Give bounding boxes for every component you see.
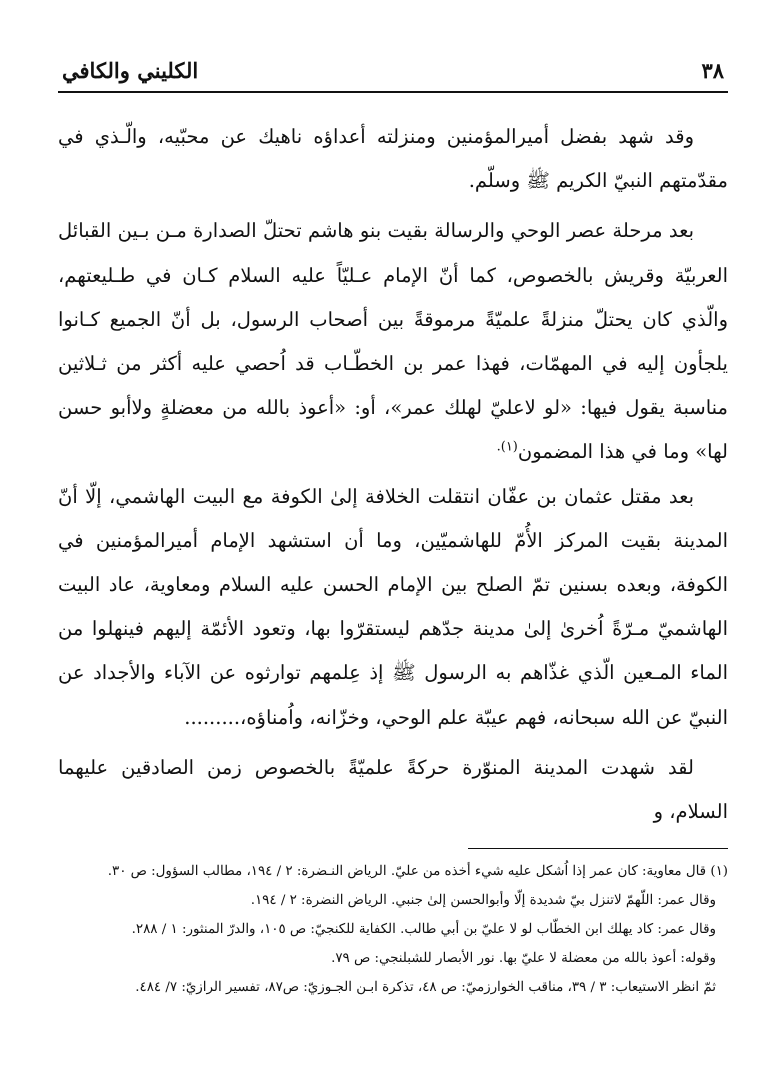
book-page [58, 58, 728, 1002]
paragraph-1: وقد شهد بفضل أميرالمؤمنين ومنزلته أعداؤه ناهيك عن محبّيه، والّـذي في مقدّمتهم النبيّ الكريم ﷺ وسلّم. [58, 125, 728, 193]
footnote-4: وقوله: أعوذ بالله من معضلة لا عليّ بها. نور الأبصار للشبلنجي: ص ٧٩. [331, 951, 716, 967]
footnote-1: (١) قال معاوية: كان عمر إذا اُشكل عليه شيء أخذه من عليّ. الرياض النـضرة: ٢ / ١٩٤، مطالب السؤول: ص ٣٠. [107, 864, 728, 880]
footnotes [58, 857, 728, 1002]
footnote-3: وقال عمر: كاد يهلك ابن الخطّاب لو لا عليّ بن أبي طالب. الكفاية للكنجيّ: ص ١٠٥، والدرّ المنثور: ١ / ٢٨٨. [131, 922, 716, 938]
footnote-5: ثمّ انظر الاستيعاب: ٣ / ٣٩، مناقب الخوارزميّ: ص ٤٨، تذكرة ابـن الجـوزيّ: ص٨٧، تفسير الرازيّ: ٧/ ٤٨٤. [135, 980, 716, 996]
footnote-separator [468, 848, 728, 849]
footnote-2: وقال عمر: اللّهمّ لاتنزل بيّ شديدة إلّا وأبوالحسن إلىٰ جنبي. الرياض النضرة: ٢ / ١٩٤. [250, 893, 716, 909]
paragraph-3: بعد مقتل عثمان بن عفّان انتقلت الخلافة إلىٰ الكوفة مع البيت الهاشمي، إلّا أنّ المدينة بقيت المركز الأُمّ للهاشميّين، وما أن استشهد الإمام أميرالمؤمنين في الكوفة، وبعده بسنين تمّ الصلح بين الإمام الحسن عليه السلام ومعاوية، عاد البيت الهاشميّ مـرّةً اُخرىٰ إلىٰ مدينة جدّهم ليستقرّوا بها، وتعود الأئمّة إليهم فينهلوا من الماء المـعين الّذي غذّاهم به الرسول ﷺ إذ عِلمهم توارثوه عن الآباء والأجداد عن النبيّ عن الله سبحانه، فهم عيبّة علم الوحي، وخزّانه، واُمناؤه،......... [58, 484, 728, 729]
page-number: ٣٨ [701, 58, 724, 83]
paragraph-2-text: بعد مرحلة عصر الوحي والرسالة بقيت بنو هاشم تحتلّ الصدارة مـن بـين القبائل العربيّة وقريش بالخصوص، كما أنّ الإمام عـليّاً عليه السلام كـان في طـليعتهم، والّذي كان يحتلّ منزلةً علميّةً مرموقةً بين أصحاب الرسول، بل أنّ الجميع كـانوا يلجأون إليه في المهمّات، فهذا عمر بن الخطّـاب قد اُحصي عليه أكثر من ثـلاثين مناسبة يقول فيها: «لو لاعليّ لهلك عمر»، أو: «أعوذ بالله من معضلةٍ ولاأبو حسن لها» وما في هذا المضمون [58, 219, 728, 464]
footnote-reference: (١). [496, 439, 518, 455]
paragraph-4: لقد شهدت المدينة المنوّرة حركةً علميّةً بالخصوص زمن الصادقين عليهما السلام، و [58, 755, 728, 824]
paragraph-2 [58, 209, 728, 474]
page-header [58, 58, 728, 93]
main-text [58, 115, 728, 834]
running-title: الكليني والكافي [62, 58, 199, 83]
